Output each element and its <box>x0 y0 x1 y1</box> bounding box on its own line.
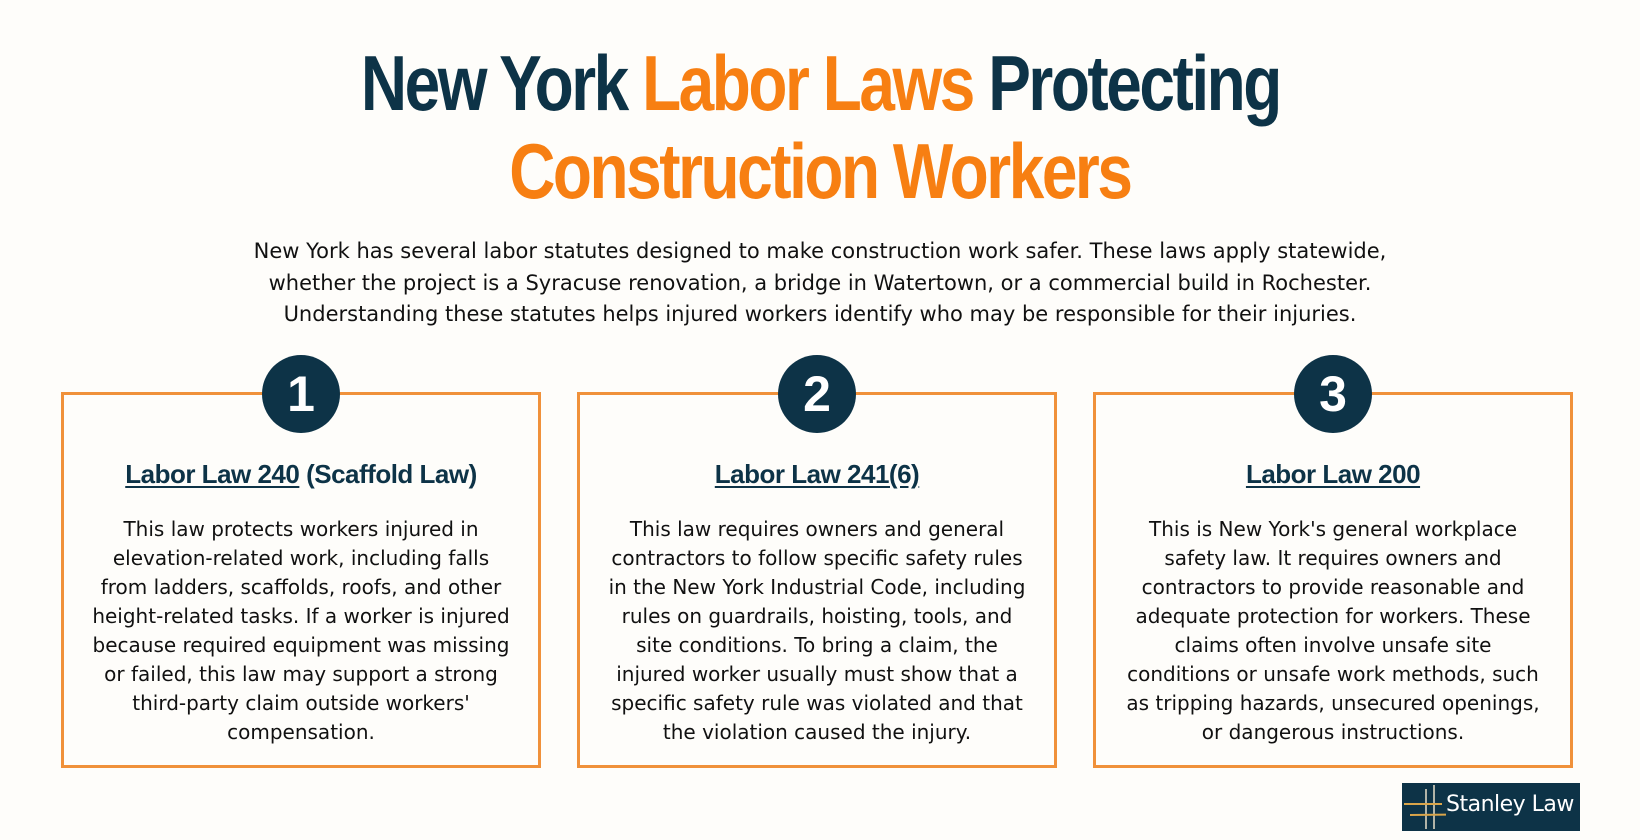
card-body-line: elevation-related work, including falls <box>112 546 490 570</box>
card-body-line: contractors to follow specific safety rules <box>611 546 1023 570</box>
card-body-line: contractors to provide reasonable and <box>1141 575 1525 599</box>
title-text-construction-workers: Construction Workers <box>509 127 1131 215</box>
card-body-line: This law protects workers injured in <box>123 517 479 541</box>
labor-law-241-6-link[interactable]: Labor Law 241(6) <box>714 459 920 489</box>
labor-law-240-link[interactable]: Labor Law 240 <box>125 459 300 489</box>
page-title-line-2 <box>0 127 1640 215</box>
intro-line: whether the project is a Syracuse renovation, a bridge in Watertown, or a commercial build in Rochester. <box>268 270 1372 295</box>
card-body-line: specific safety rule was violated and that <box>611 691 1023 715</box>
card-labor-law-240 <box>61 366 541 768</box>
card-body-line: height-related tasks. If a worker is injured <box>92 604 510 628</box>
card-heading <box>580 459 1054 490</box>
card-body-line: This is New York's general workplace <box>1149 517 1517 541</box>
card-heading <box>64 459 538 490</box>
card-body-line: or failed, this law may support a strong <box>104 662 498 686</box>
card-body-line: safety law. It requires owners and <box>1164 546 1502 570</box>
card-body <box>1096 515 1570 747</box>
card-body-line: because required equipment was missing <box>92 633 510 657</box>
intro-line: New York has several labor statutes designed to make construction work safer. These laws apply statewide, <box>253 239 1387 263</box>
title-text-new-york: New York <box>360 39 642 127</box>
intro-paragraph <box>0 236 1640 331</box>
card-body-line: third-party claim outside workers' <box>132 691 470 715</box>
card-body-line: in the New York Industrial Code, including <box>608 575 1026 599</box>
page-title-line-1 <box>0 39 1640 127</box>
labor-law-200-link[interactable]: Labor Law 200 <box>1245 459 1421 489</box>
card-body-line: from ladders, scaffolds, roofs, and other <box>100 575 502 599</box>
stanley-law-logo <box>1402 783 1580 831</box>
intro-line: Understanding these statutes helps injured workers identify who may be responsible for their injuries. <box>283 302 1357 326</box>
card-body-line: This law requires owners and general <box>629 517 1005 541</box>
card-labor-law-241-6 <box>577 366 1057 768</box>
card-body-line: conditions or unsafe work methods, such <box>1127 662 1539 686</box>
card-body-line: compensation. <box>227 720 375 744</box>
logo-text: Stanley Law <box>1446 792 1574 817</box>
card-body-line: the violation caused the injury. <box>662 720 972 744</box>
card-body-line: or dangerous instructions. <box>1201 720 1465 744</box>
card-body <box>64 515 538 747</box>
number-badge: 1 <box>262 355 340 433</box>
card-body-line: adequate protection for workers. These <box>1135 604 1531 628</box>
logo-mark-icon <box>1402 783 1446 831</box>
title-text-labor-laws: Labor Laws <box>641 39 973 127</box>
card-body-line: injured worker usually must show that a <box>616 662 1018 686</box>
card-body-line: site conditions. To bring a claim, the <box>636 633 998 657</box>
card-body-line: claims often involve unsafe site <box>1174 633 1492 657</box>
number-badge: 2 <box>778 355 856 433</box>
card-heading <box>1096 459 1570 490</box>
card-body-line: rules on guardrails, hoisting, tools, and <box>621 604 1013 628</box>
card-heading-suffix: (Scaffold Law) <box>299 459 477 489</box>
card-labor-law-200 <box>1093 366 1573 768</box>
card-body <box>580 515 1054 747</box>
title-text-protecting: Protecting <box>972 39 1280 127</box>
number-badge: 3 <box>1294 355 1372 433</box>
card-body-line: as tripping hazards, unsecured openings, <box>1126 691 1540 715</box>
